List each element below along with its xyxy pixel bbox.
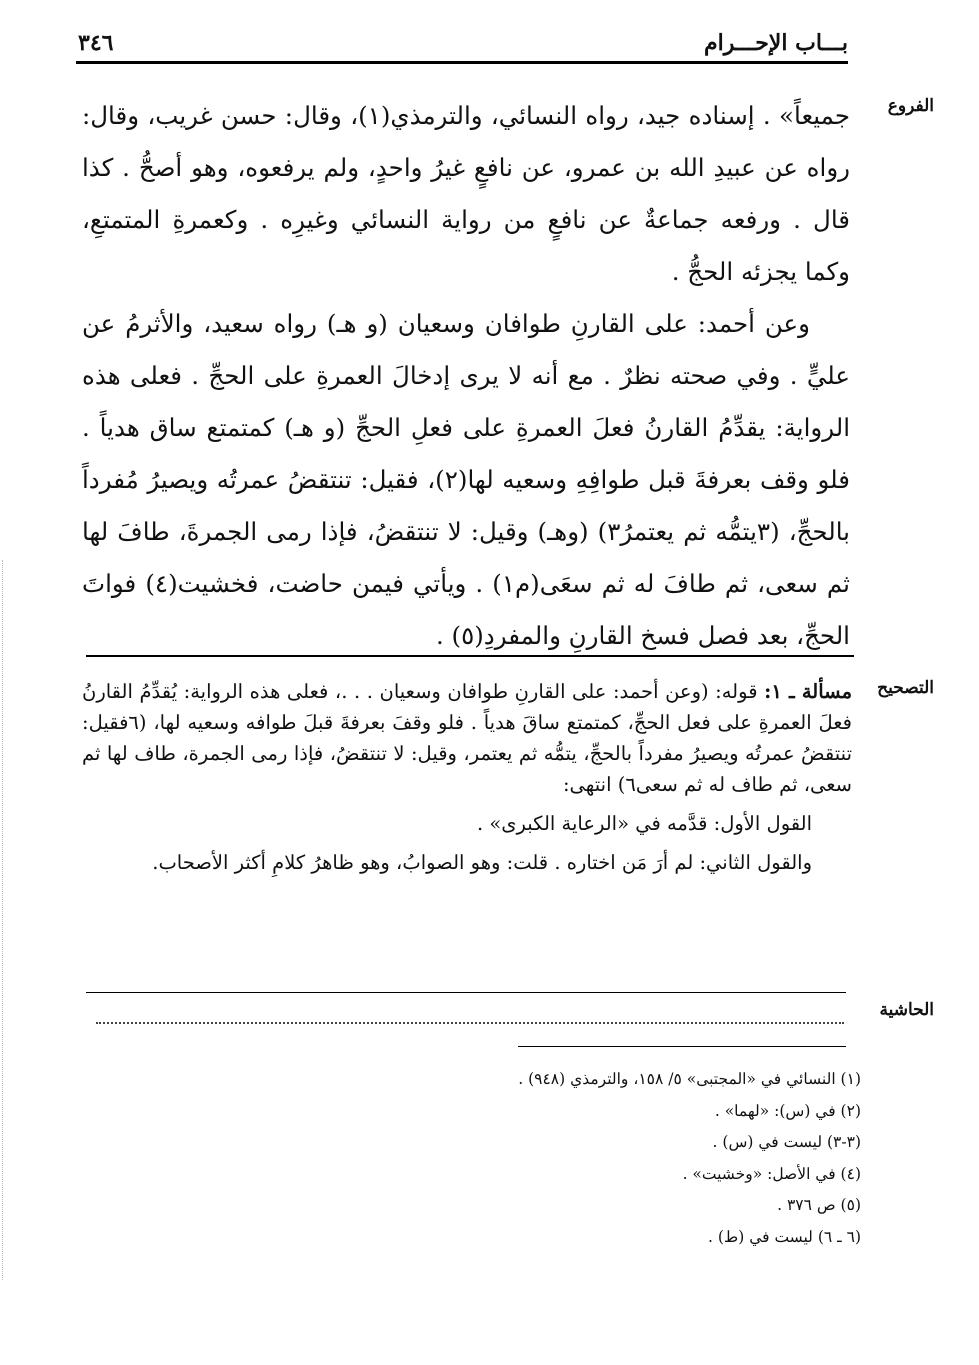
tasheeh-paragraph: القول الأول: قدَّمه في «الرعاية الكبرى» . [476, 812, 812, 835]
section-divider [86, 655, 854, 657]
main-paragraph: وعن أحمد: على القارنِ طوافان وسعيان (و هـ) رواه سعيد، والأثرمُ عن عليٍّ . وفي صحته نظرٌ . مع أنه لا يرى إدخالَ العمرةِ على الحجِّ . فعلى هذه الرواية: يقدِّمُ القارنُ فعلَ العمرةِ على فعلِ الحجِّ (و هـ) كمتمتع ساق هدياً . فلو وقف بعرفةَ قبل طوافِهِ وسعيه لها(٢)، فقيل: تنتقضُ عمرتُه ويصيرُ مُفرداً بالحجِّ، (٣يتمُّه ثم يعتمرُ٣) (وهـ) وقيل: لا تنتقضُ، فإذا رمى الجمرةَ، طافَ لها ثم سعى، ثم طافَ له ثم سعَى(م١) . ويأتي فيمن حاضت، فخشيت(٤) فواتَ الحجِّ، بعد فصل فسخ القارنِ والمفردِ(٥) . [82, 309, 850, 650]
footnote-item: (٢) في (س): «لهما» . [714, 1101, 861, 1120]
side-label-hashiya: الحاشية [879, 1000, 934, 1020]
header-rule [76, 61, 848, 64]
tasheeh-paragraph [82, 676, 852, 800]
side-label-tasheeh: التصحيح [877, 678, 934, 698]
tasheeh-paragraph: والقول الثاني: لم أرَ مَن اختاره . قلت: وهو الصوابُ، وهو ظاهرُ كلامِ أكثر الأصحاب. [152, 851, 812, 874]
footnote-rule [518, 1046, 846, 1047]
main-text [82, 90, 850, 662]
footnote-item: (١) النسائي في «المجتبى» ٥/ ١٥٨، والترمذي (٩٤٨) . [518, 1070, 861, 1088]
footnote-item: (٦ ـ ٦) ليست في (ط) . [707, 1227, 861, 1246]
side-label-furu: الفروع [887, 96, 934, 116]
main-paragraph: جميعاً» . إسناده جيد، رواه النسائي، والترمذي(١)، وقال: حسن غريب، وقال: رواه عن عبيدِ الله بن عمرو، عن نافعٍ غيرُ واحدٍ، ولم يرفعوه، وهو أصحُّ . كذا قال . ورفعه جماعةٌ عن نافعٍ من رواية النسائي وغيرِه . وكعمرةِ المتمتعِ، وكما يجزئه الحجُّ . [82, 101, 850, 286]
running-title: بـــاب الإحـــرام [704, 30, 848, 56]
footnotes [301, 1064, 861, 1253]
page-number: ٣٤٦ [78, 30, 114, 56]
hashiya-dotted-line [96, 1022, 844, 1024]
footnote-item: (٤) في الأصل: «وخشيت» . [682, 1164, 861, 1183]
tasheeh-text [82, 676, 852, 886]
tasheeh-end-rule [86, 992, 846, 993]
tasheeh-quote: قوله: (وعن أحمد: على القارنِ طوافان وسعيان . . .، فعلى هذه الرواية: يُقدِّمُ القارنُ فعلَ العمرةِ على فعل الحجِّ، كمتمتع ساقَ هدياً . فلو وقفَ بعرفةَ قبلَ طوافه وسعيه لها، (٦فقيل: تنتقضُ عمرتُه ويصيرُ مفرداً بالحجِّ، يتمُّه ثم يعتمر، وقيل: لا تنتقضُ، فإذا رمى الجمرة، طاف لها ثم سعى، ثم طاف له ثم سعى٦) انتهى: [82, 680, 852, 796]
footnote-item: (٣-٣) ليست في (س) . [712, 1133, 861, 1151]
footnote-item: (٥) ص ٣٧٦ . [777, 1196, 861, 1214]
issue-label: مسألة ـ ١: [764, 680, 853, 703]
scan-edge [2, 560, 4, 1280]
page-header [78, 26, 848, 60]
